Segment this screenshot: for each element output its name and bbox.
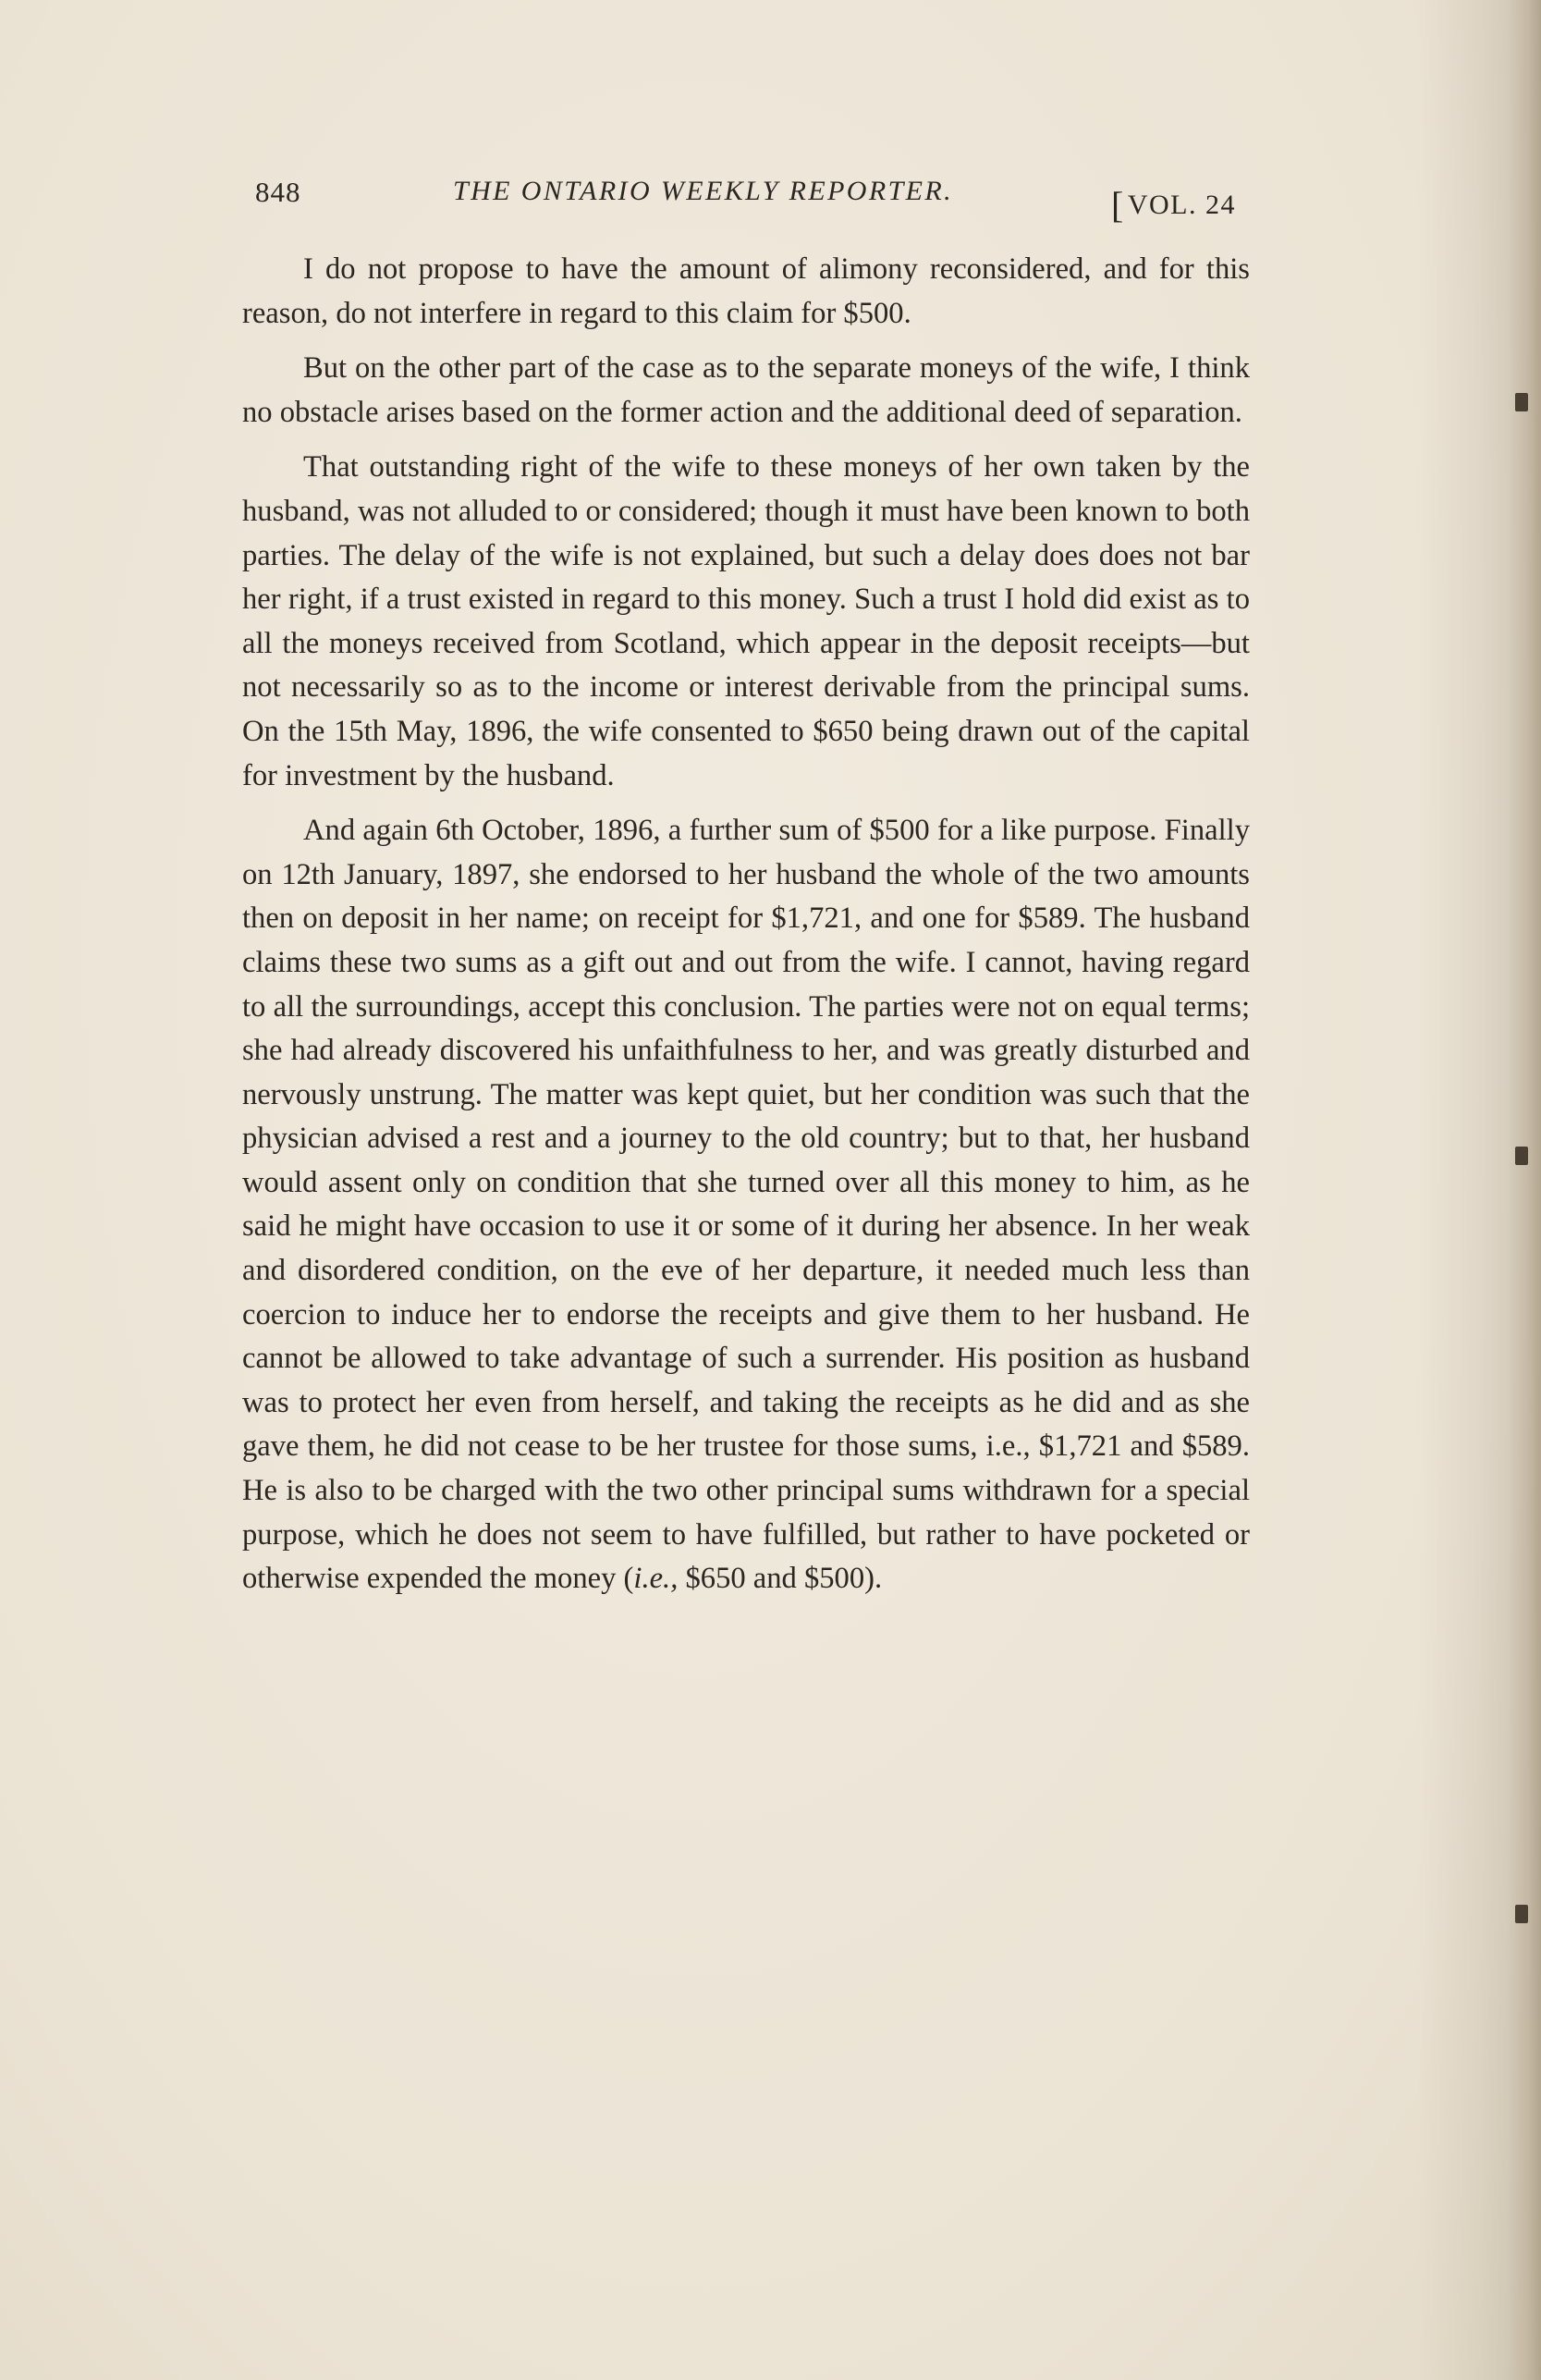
paragraph-october-1896 — [242, 809, 1250, 1601]
ie-abbreviation: i.e., — [633, 1562, 679, 1596]
binding-stitch-3 — [1515, 1905, 1528, 1923]
volume-label — [1111, 179, 1236, 226]
volume-text: VOL. 24 — [1127, 190, 1236, 220]
binding-stitch-2 — [1515, 1147, 1528, 1165]
binding-stitch-1 — [1515, 393, 1528, 411]
parenthetical-rest: $650 and $500). — [678, 1562, 883, 1596]
body-text — [242, 248, 1250, 1613]
paragraph-outstanding-right: That outstanding right of the wife to these moneys of her own taken by the husband, was not alluded to or considered; though it must have been known to both parties. The delay of the wife is not explained, but such a delay does does not bar her right, if a trust existed in regard to this money. Such a trust I hold did exist as to all the moneys received from Scotland, which appear in the deposit receipts—but not necessarily so as to the income or interest derivable from the principal sums. On the 15th May, 1896, the wife consented to $650 being drawn out of the capital for investment by the husband. — [242, 450, 1250, 792]
page-edge-shadow — [1508, 0, 1541, 2380]
parenthetical-open: ( — [616, 1562, 634, 1596]
paragraph-october-1896-text: And again 6th October, 1896, a further sum of $500 for a like purpose. Finally on 12th January, 1897, she endorsed to her husband the whole of the two amounts then on deposit in her name; on receipt for $1,721, and one for $589. The husband claims these two sums as a gift out and out from the wife. I cannot, having regard to all the surroundings, accept this conclusion. The parties were not on equal terms; she had already discovered his unfaithfulness to her, and was greatly disturbed and nervously unstrung. The matter was kept quiet, but her condition was such that the physician advised a rest and a journey to the old country; but to that, her husband would assent only on condition that she turned over all this money to him, as he said he might have occasion to use it or some of it during her absence. In her weak and disordered condition, on the eve of her departure, it needed much less than coercion to induce her to endorse the receipts and give them to her husband. He cannot be allowed to take advantage of such a surrender. His position as husband was to protect her even from herself, and taking the receipts as he did and as she gave them, he did not cease to be her trustee for those sums, i.e., $1,721 and $589. He is also to be charged with the two other principal sums withdrawn for a special purpose, which he does not seem to have fulfilled, but rather to have pocketed or otherwise expended the money — [242, 814, 1250, 1596]
running-title: THE ONTARIO WEEKLY REPORTER. — [453, 176, 954, 206]
paragraph-separate-moneys: But on the other part of the case as to the separate moneys of the wife, I think no obstacle arises based on the former action and the additional deed of separation. — [242, 351, 1250, 429]
page-number: 848 — [255, 176, 301, 208]
running-header — [255, 172, 1272, 227]
paragraph-alimony: I do not propose to have the amount of alimony reconsidered, and for this reason, do not interfere in regard to this claim for $500. — [242, 252, 1250, 330]
volume-bracket: [ — [1111, 184, 1125, 226]
